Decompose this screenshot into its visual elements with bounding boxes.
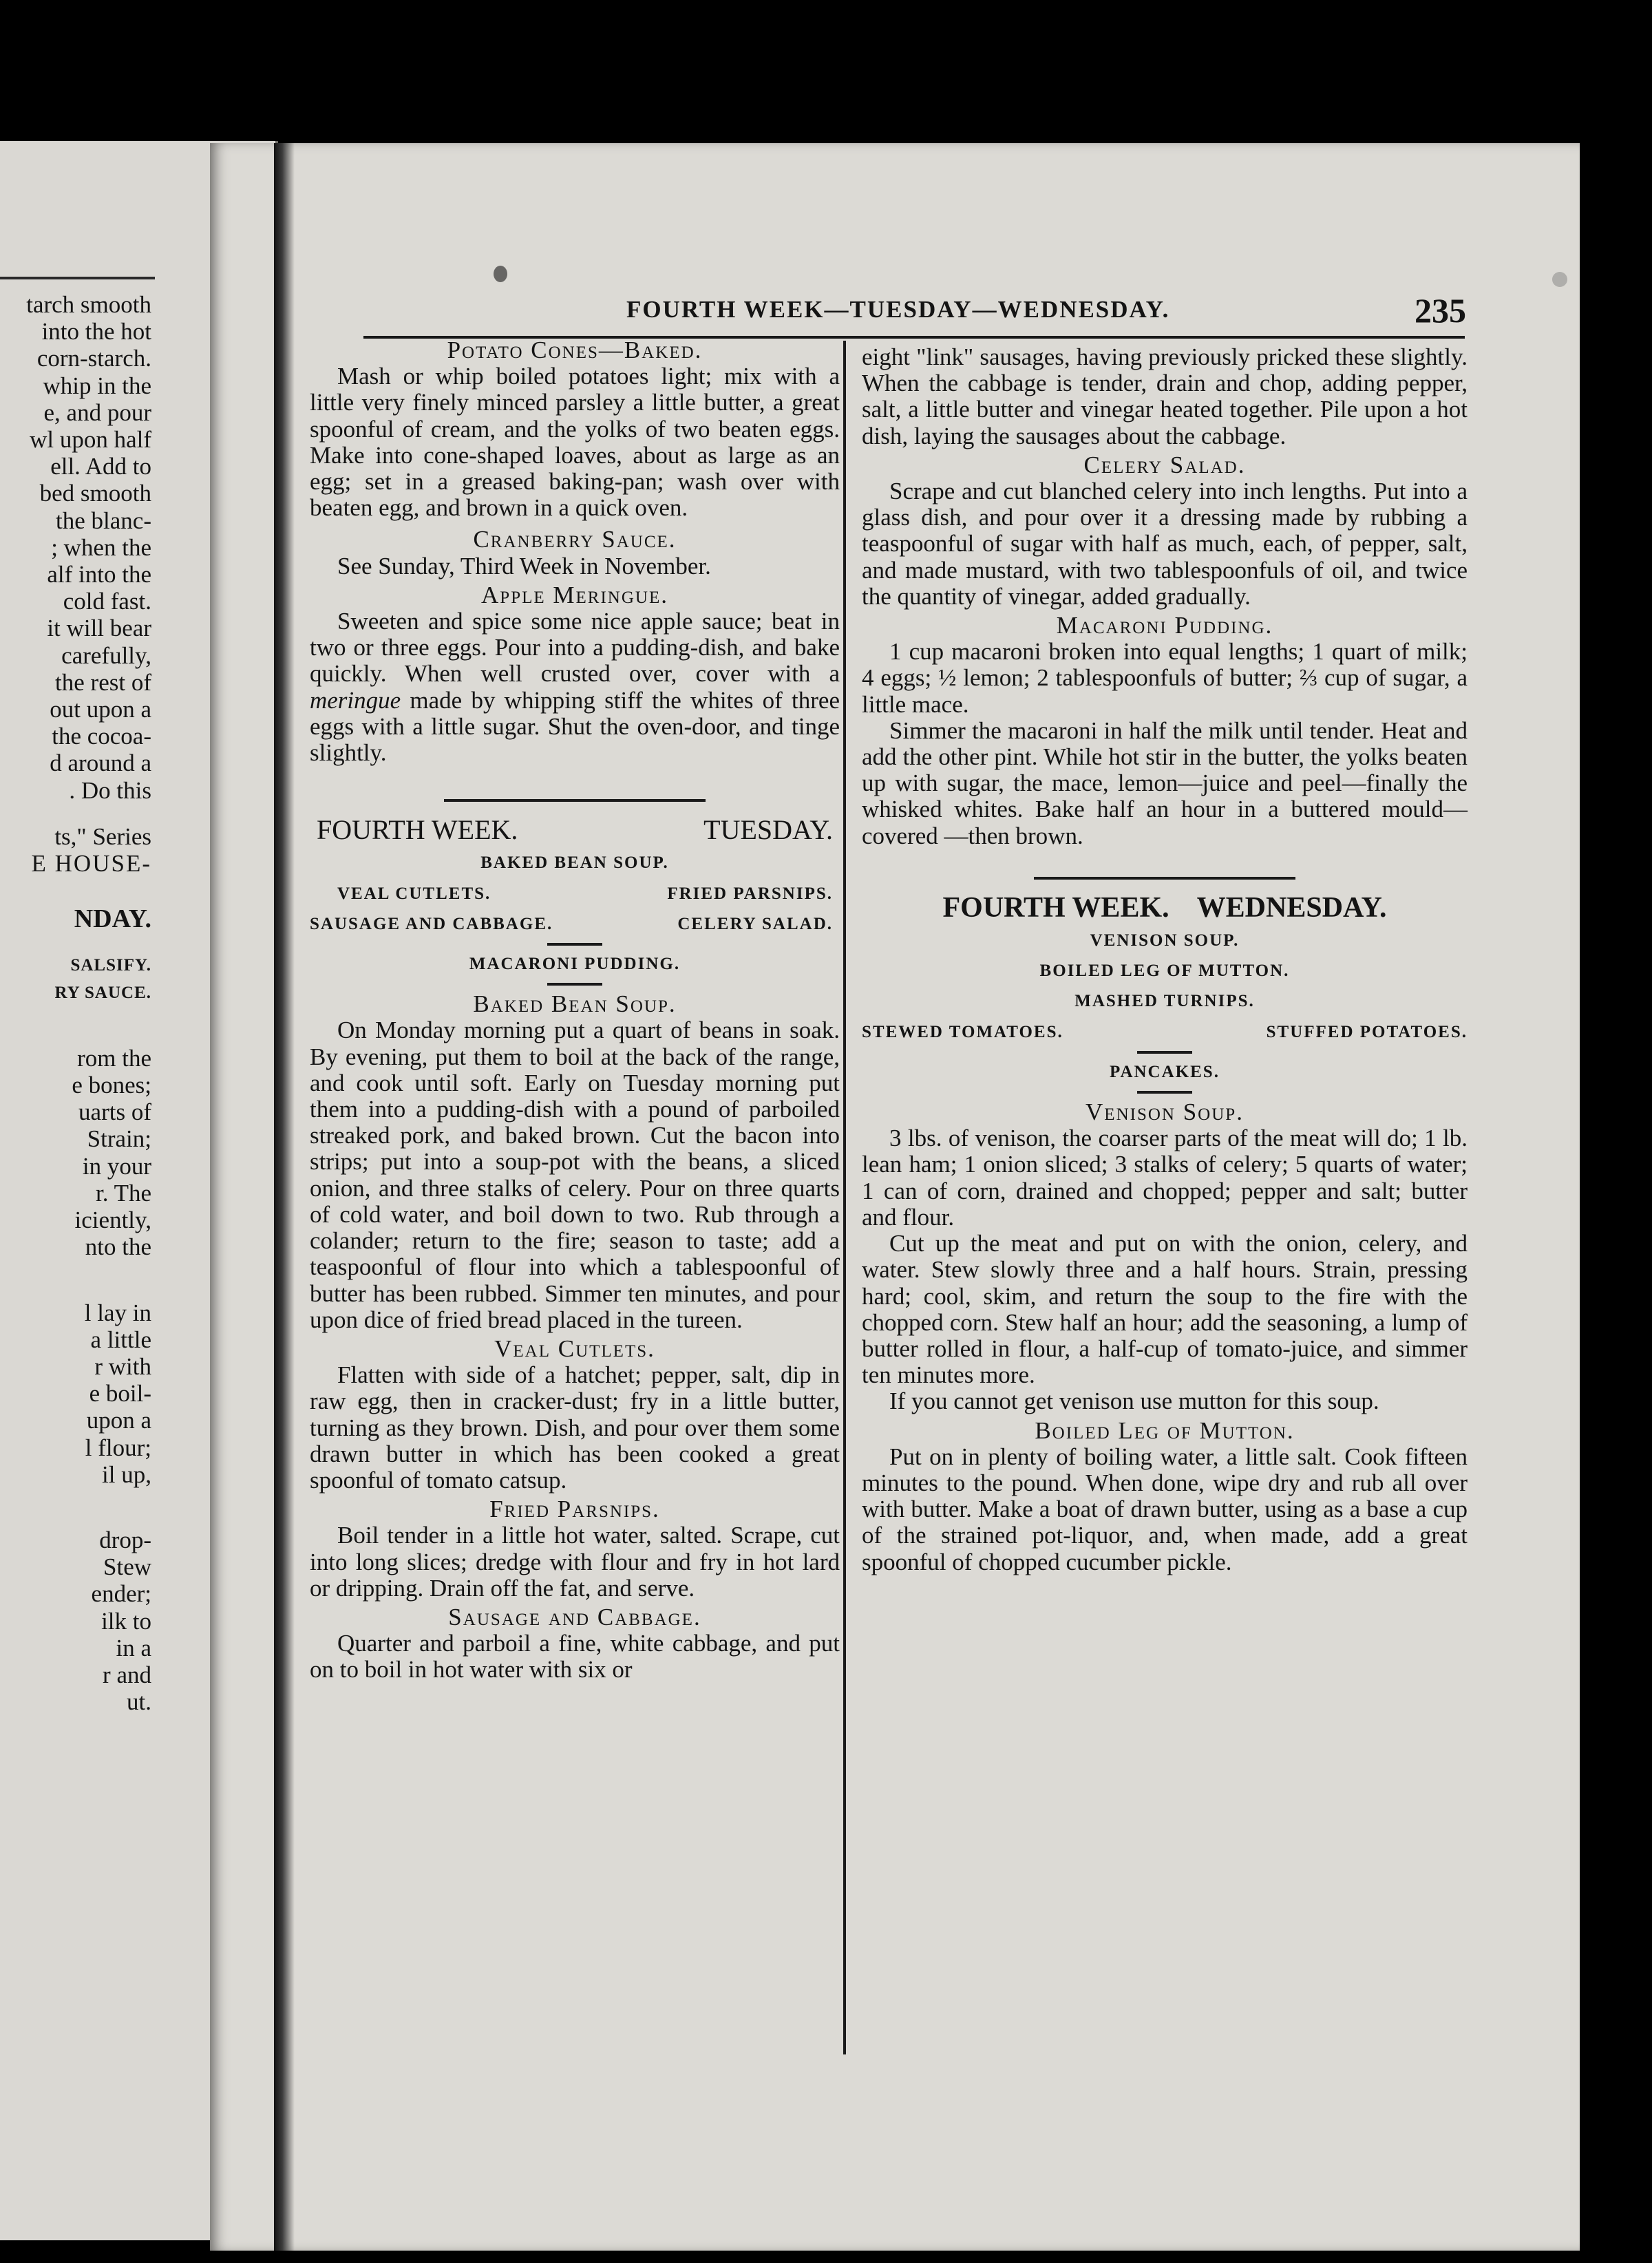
text-line: nto the [85,1233,151,1261]
line-gap [0,933,151,952]
recipe-ingredients-venison-soup: 3 lbs. of venison, the coarser parts of the meat will do; 1 lb. lean ham; 1 onion sliced; 3 stalks of celery; 5 quarts of water; 1 can of corn, drained and chopped; pepper and salt; butter and flour. [862,1125,1468,1231]
text-line: in your [82,1152,151,1180]
tuesday-heading-day: TUESDAY. [703,814,833,846]
text-line: ts," Series [54,822,151,850]
tuesday-menu [310,850,840,986]
recipe-text-fried-parsnips: Boil tender in a little hot water, salted. Scrape, cut into long slices; dredge with flour and fry in hot lard or dripping. Drain off the fat, and serve. [310,1522,840,1602]
ink-blot [494,266,507,282]
text-line: ut. [127,1688,151,1716]
running-head [365,291,1466,337]
line-gap [0,1261,151,1280]
apple-meringue-text-end: made by whipping stiff the whites of three eggs with a little sugar. Shut the oven-door, and tinge slightly. [310,686,840,767]
menu-item: STUFFED POTATOES. [1266,1022,1468,1041]
menu-item: CELERY SALAD. [677,914,833,933]
text-line: a little [90,1326,151,1353]
recipe-title-sausage-cabbage: Sausage and Cabbage. [448,1603,701,1630]
recipe-note-venison-soup: If you cannot get venison use mutton for this soup. [889,1388,1379,1415]
line-gap [0,1006,151,1026]
recipe-title-potato-cones: Potato Cones—Baked. [447,337,703,363]
recipe-title-fried-parsnips: Fried Parsnips. [489,1496,660,1523]
text-line: iciently, [74,1207,151,1234]
text-line: r with [94,1352,151,1380]
ink-speck [1552,272,1567,287]
wednesday-heading-week: FOURTH WEEK. [942,891,1169,924]
text-line: in a [116,1634,151,1661]
previous-page-rule [0,277,155,279]
text-line: the cocoa- [52,723,151,750]
text-line: e boil- [89,1380,151,1407]
line-gap [0,877,151,896]
menu-item: STEWED TOMATOES. [862,1022,1063,1041]
menu-item: FRIED PARSNIPS. [667,884,833,903]
recipe-title-venison-soup: Venison Soup. [1086,1098,1244,1126]
apple-meringue-text-start: Sweeten and spice some nice apple sauce; beat in two or three eggs. Pour into a pudding-dish, and bake quickly. When well crusted over, cover with a [310,608,840,688]
recipe-title-macaroni-pudding: Macaroni Pudding. [1056,612,1273,639]
menu-rule [1137,1091,1192,1094]
tuesday-heading-week: FOURTH WEEK. [317,814,518,846]
wednesday-heading [869,891,1461,924]
column-divider [843,341,846,2054]
line-gap [0,1488,151,1507]
text-line: l lay in [84,1299,151,1326]
previous-page-text [0,291,151,1715]
recipe-text-macaroni-pudding: Simmer the macaroni in half the milk until tender. Heat and add the other pint. While hot stir in the butter, the yolks beaten up with sugar, the mace, lemon—juice and peel—finally the whisked whites. Bake half an hour in a buttered mould—covered —then brown. [862,716,1468,849]
menu-item: VEAL CUTLETS. [337,884,491,903]
text-line: r. The [95,1179,151,1207]
line-gap [0,1280,151,1299]
text-line: . Do this [69,776,151,804]
wednesday-menu [862,928,1468,1094]
text-line: ell. Add to [50,453,151,480]
text-line: ilk to [101,1607,151,1635]
recipe-title-veal-cutlets: Veal Cutlets. [494,1335,655,1362]
line-gap [0,1026,151,1045]
section-rule [444,799,706,802]
text-line: NDAY. [74,904,151,934]
recipe-title-cranberry-sauce: Cranberry Sauce. [473,526,677,553]
menu-rule [547,983,602,986]
text-line: ender; [91,1580,151,1608]
text-line: rom the [77,1044,151,1072]
recipe-text-cranberry-sauce: See Sunday, Third Week in November. [337,552,711,580]
recipe-text-veal-cutlets: Flatten with side of a hatchet; pepper, salt, dip in raw egg, then in cracker-dust; fry in a little butter, turning as they brown. Dish, and pour over them some drawn butter in which has been cooked a great spoonful of tomato catsup. [310,1361,840,1494]
menu-row [310,881,840,907]
line-gap [0,804,151,823]
menu-dessert: PANCAKES. [1110,1062,1220,1081]
page-gutter-shadow [274,143,295,2251]
text-line: it will bear [47,615,151,642]
text-line: E HOUSE- [31,850,151,878]
text-line: e, and pour [43,399,151,426]
text-line: Stew [103,1553,151,1581]
text-line: Strain; [87,1125,151,1153]
menu-row [862,1019,1468,1045]
menu-item: VENISON SOUP. [1090,931,1240,950]
text-line: whip in the [43,372,151,399]
right-column [862,344,1468,1575]
text-line: r and [103,1661,151,1688]
text-line: wl upon half [30,426,151,454]
text-line: the rest of [55,668,151,696]
wednesday-heading-day: WEDNESDAY. [1196,891,1387,924]
recipe-text-sausage-cabbage-continued: eight "link" sausages, having previously pricked these slightly. When the cabbage is tender, drain and chop, adding pepper, salt, a little butter and vinegar heated together. Pile upon a hot dish, laying the sausages about the cabbage. [862,343,1468,449]
recipe-text-venison-soup: Cut up the meat and put on with the onion, celery, and water. Stew slowly three and a half hours. Strain, pressing hard; cool, skim, and return the soup to the fire with the chopped corn. Stew half an hour; add the seasoning, a lump of butter rolled in flour, a half-cup of tomato-juice, and simmer ten minutes more. [862,1230,1468,1389]
recipe-title-celery-salad: Celery Salad. [1083,451,1246,478]
text-line: drop- [99,1526,151,1553]
text-line: the blanc- [56,507,151,534]
recipe-ingredients-macaroni-pudding: 1 cup macaroni broken into equal lengths; 1 quart of milk; 4 eggs; ½ lemon; 2 tablespoonfuls of butter; ⅔ cup of sugar, a little mace. [862,638,1468,718]
tuesday-heading [317,814,833,846]
menu-item: BOILED LEG OF MUTTON. [1039,961,1290,981]
recipe-text-apple-meringue [310,608,840,766]
text-line: into the hot [41,318,151,346]
text-line: SALSIFY. [70,956,151,975]
left-column [310,334,840,1683]
text-line: tarch smooth [26,291,151,318]
apple-meringue-italic-word: meringue [310,686,401,714]
menu-dessert: MACARONI PUDDING. [469,955,681,974]
text-line: ; when the [51,533,151,561]
recipe-title-baked-bean-soup: Baked Bean Soup. [473,990,677,1018]
recipe-title-boiled-mutton: Boiled Leg of Mutton. [1035,1416,1295,1444]
menu-rule [1137,1051,1192,1054]
text-line: l flour; [85,1434,151,1461]
text-line: bed smooth [39,480,151,507]
text-line: uarts of [78,1098,151,1126]
text-line: RY SAUCE. [54,983,151,1002]
line-gap [0,1507,151,1527]
text-line: cold fast. [63,588,151,615]
text-line: upon a [86,1407,151,1434]
text-line: out upon a [50,696,151,723]
menu-item: BAKED BEAN SOUP. [480,853,669,873]
recipe-text-celery-salad: Scrape and cut blanched celery into inch lengths. Put into a glass dish, and pour over it a dressing made by rubbing a teaspoonful of sugar with half as much, each, of pepper, salt, and made mustard, with two tablespoonfuls of oil, and twice the quantity of vinegar, added gradually. [862,478,1468,610]
menu-item: MASHED TURNIPS. [1074,992,1255,1011]
menu-rule [547,943,602,946]
menu-row [310,911,840,937]
text-line: alf into the [47,561,151,588]
recipe-title-apple-meringue: Apple Meringue. [481,581,668,608]
running-title: FOURTH WEEK—TUESDAY—WEDNESDAY. [626,296,1170,323]
menu-item: SAUSAGE AND CABBAGE. [310,914,553,933]
recipe-text-baked-bean-soup: On Monday morning put a quart of beans in soak. By evening, put them to boil at the back of the range, and cook until soft. Early on Tuesday morning put them into a pudding-dish with a pound of parboiled streaked pork, and baked brown. Cut the bacon into strips; put into a soup-pot with the beans, a sliced onion, and three stalks of celery. Pour on three quarts of cold water, and boil down to two. Rub through a colander; return to the fire; season to taste; add a teaspoonful of flour into which a tablespoonful of butter has been rubbed. Simmer ten minutes, and pour upon dice of fried bread placed in the tureen. [310,1017,840,1333]
recipe-text-sausage-cabbage: Quarter and parboil a fine, white cabbage, and put on to boil in hot water with six or [310,1630,840,1683]
text-line: d around a [50,750,151,777]
text-line: il up, [102,1460,151,1488]
text-line: corn-starch. [36,345,151,372]
recipe-text-potato-cones: Mash or whip boiled potatoes light; mix with a little very finely minced parsley a little butter, a great spoonful of cream, and the yolks of two beaten eggs. Make into cone-shaped loaves, about as large as an egg; set in a greased baking-pan; wash over with beaten egg, and brown in a quick oven. [310,363,840,522]
text-line: carefully, [61,641,151,669]
page-number: 235 [1415,291,1466,330]
section-rule [1034,877,1295,880]
recipe-text-boiled-mutton: Put on in plenty of boiling water, a little salt. Cook fifteen minutes to the pound. When done, wipe dry and rub all over with butter. Make a boat of drawn butter, using as a base a cup of the strained pot-liquor, and, when made, add a great spoonful of chopped cucumber pickle. [862,1443,1468,1575]
text-line: e bones; [72,1072,151,1099]
